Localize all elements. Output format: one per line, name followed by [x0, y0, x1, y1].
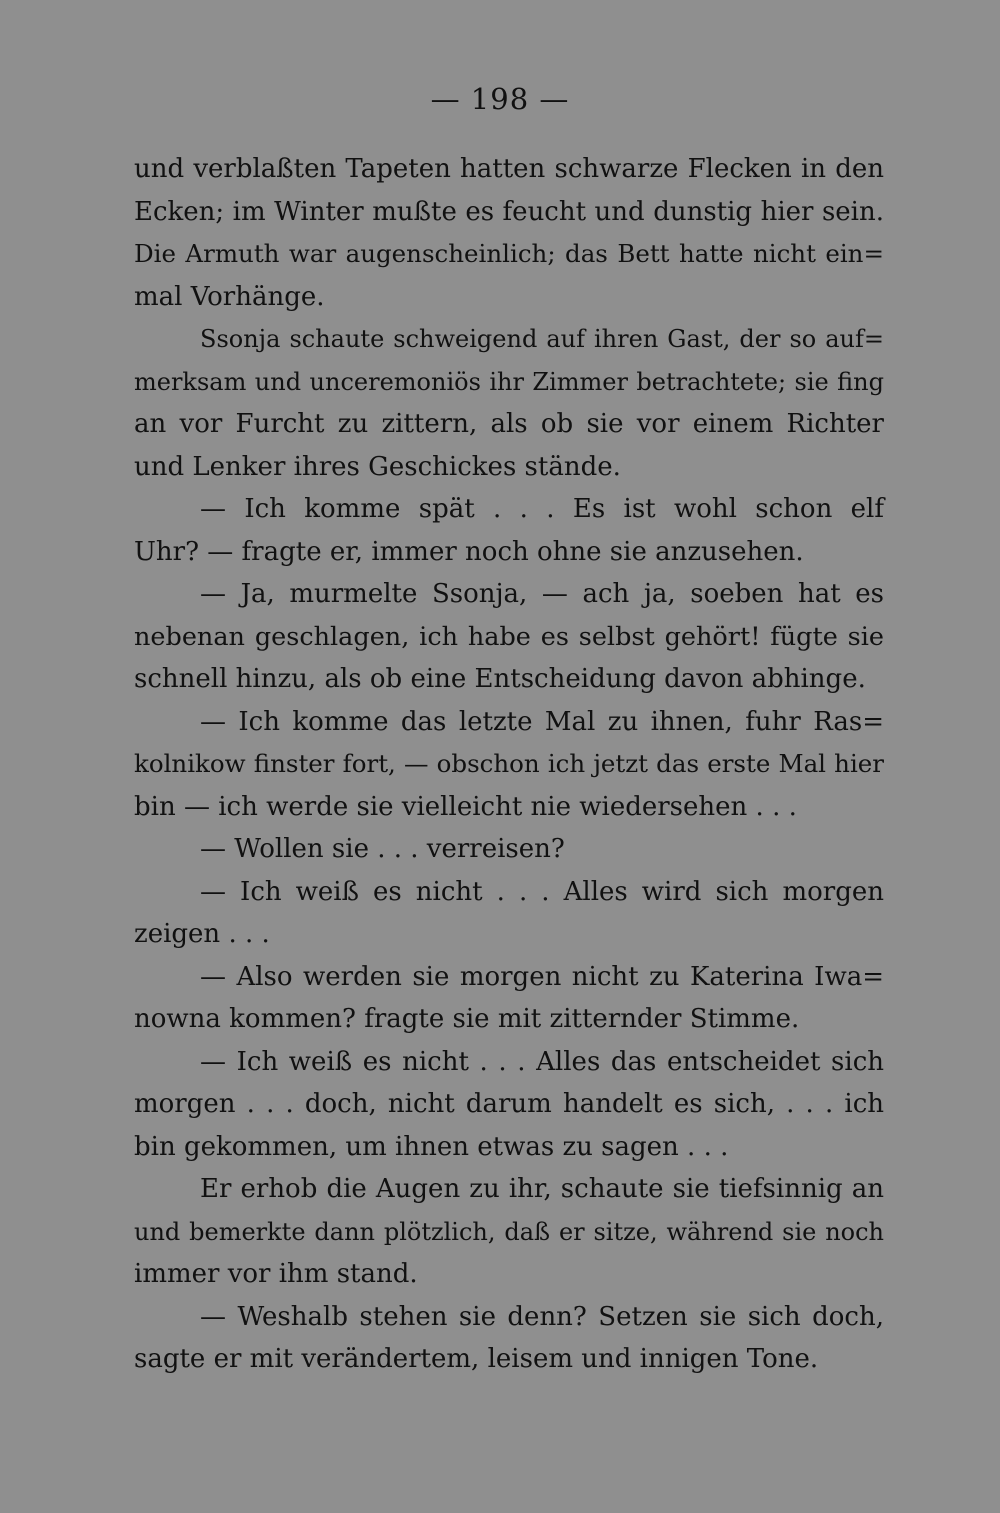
text-line: Die Armuth war augenscheinlich; das Bett hatte nicht ein=	[134, 239, 884, 268]
body-text	[134, 148, 884, 1381]
text-line: — Ich komme das letzte Mal zu ihnen, fuhr Ras=	[200, 706, 884, 737]
text-line: — Weshalb stehen sie denn? Setzen sie sich doch,	[200, 1301, 884, 1332]
text-line: immer vor ihm stand.	[134, 1259, 418, 1289]
text-line: und verblaßten Tapeten hatten schwarze Flecken in den	[134, 154, 884, 184]
text-line: sagte er mit verändertem, leisem und innigen Tone.	[134, 1344, 819, 1374]
text-line: — Wollen sie . . . verreisen?	[200, 834, 565, 864]
text-line: Ecken; im Winter mußte es feucht und dunstig hier sein.	[134, 196, 884, 227]
text-line: merksam und unceremoniös ihr Zimmer betrachtete; sie fing	[134, 367, 884, 396]
text-line: Uhr? — fragte er, immer noch ohne sie anzusehen.	[134, 536, 804, 567]
text-line: zeigen . . .	[134, 919, 270, 949]
text-line: Ssonja schaute schweigend auf ihren Gast, der so auf=	[200, 325, 884, 353]
text-line: an vor Furcht zu zittern, als ob sie vor einem Richter	[134, 409, 884, 439]
text-line: — Ich komme spät . . . Es ist wohl schon elf	[200, 494, 884, 524]
text-line: mal Vorhänge.	[134, 281, 325, 312]
text-line: morgen . . . doch, nicht darum handelt es sich, . . . ich	[134, 1089, 884, 1119]
page-number-header: — 198 —	[430, 82, 570, 116]
text-line: nebenan geschlagen, ich habe es selbst gehört! fügte sie	[134, 621, 884, 652]
text-line: bin gekommen, um ihnen etwas zu sagen . . .	[134, 1131, 729, 1162]
text-line: schnell hinzu, als ob eine Entscheidung davon abhinge.	[134, 664, 866, 694]
text-line: — Also werden sie morgen nicht zu Katerina Iwa=	[200, 961, 884, 992]
text-line: kolnikow finster fort, — obschon ich jetzt das erste Mal hier	[134, 749, 884, 778]
text-line: — Ja, murmelte Ssonja, — ach ja, soeben hat es	[200, 579, 884, 609]
text-line: nowna kommen? fragte sie mit zitternder Stimme.	[134, 1004, 800, 1034]
text-line: und Lenker ihres Geschickes stände.	[134, 451, 621, 482]
text-line: und bemerkte dann plötzlich, daß er sitze, während sie noch	[134, 1217, 884, 1246]
text-line: — Ich weiß es nicht . . . Alles das entscheidet sich	[200, 1046, 884, 1077]
text-line: — Ich weiß es nicht . . . Alles wird sich morgen	[200, 876, 884, 907]
text-line: Er erhob die Augen zu ihr, schaute sie tiefsinnig an	[200, 1174, 884, 1204]
text-line: bin — ich werde sie vielleicht nie wiedersehen . . .	[134, 791, 797, 822]
